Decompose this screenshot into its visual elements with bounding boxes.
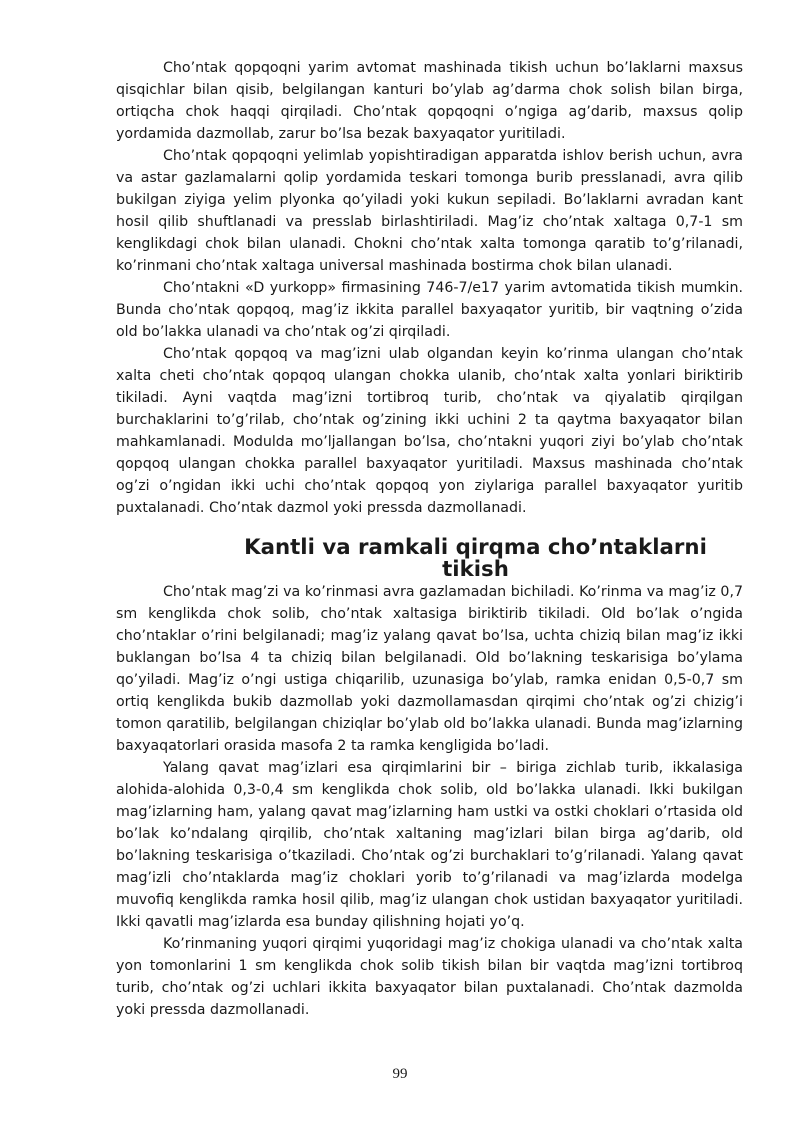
paragraph-3: Cho’ntakni «D yurkopp» firmasining 746-7/e17 yarim avtomatida tikish mumkin. Bunda cho’ntak qopqoq, mag’iz ikkita parallel baxyaqator yuritib, bir vaqtning o’zida old bo’lakka ulanadi va cho’ntak og’zi qirqiladi. — [116, 280, 743, 340]
paragraph-7: Ko’rinmaning yuqori qirqimi yuqoridagi mag’iz chokiga ulanadi va cho’ntak xalta yon tomonlarini 1 sm kenglikda chok solib tikish bilan bir vaqtda mag’izni tortibroq turib, cho’ntak og’zi uchlari ikkita baxyaqator bilan puxtalanadi. Cho’ntak dazmolda yoki pressda dazmollanadi. — [116, 936, 743, 1018]
paragraph-2: Cho’ntak qopqoqni yelimlab yopishtiradigan apparatda ishlov berish uchun, avra va astar gazlamalarni qolip yordamida teskari tomonga burib presslanadi, avra qilib bukilgan ziyiga yelim plyonka qo’yiladi yoki kukun sepiladi. Bo’laklarni avradan kant hosil qilib shuftlanadi va presslab birlashtiriladi. Mag’iz cho’ntak xaltaga 0,7-1 sm kenglikdagi chok bilan ulanadi. Chokni cho’ntak xalta tomonga qaratib to’g’rilanadi, ko’rinmani cho’ntak xaltaga universal mashinada bostirma chok bilan ulanadi. — [116, 148, 743, 274]
page-number: 99 — [392, 1066, 408, 1082]
paragraph-4: Cho’ntak qopqoq va mag’izni ulab olgandan keyin ko’rinma ulangan cho’ntak xalta cheti cho’ntak qopqoq ulangan chokka ulanib, cho’ntak xalta yonlari biriktirib tikiladi. Ayni vaqtda mag’izni tortibroq turib, cho’ntak va qiyalatib qirqilgan burchaklarini to’g’rilab, cho’ntak og’zining ikki uchini 2 ta qaytma baxyaqator bilan mahkamlanadi. Modulda mo’ljallangan bo’lsa, cho’ntakni yuqori ziyi bo’ylab cho’ntak qopqoq ulangan chokka parallel baxyaqator yuritiladi. Maxsus mashinada cho’ntak og’zi o’ngidan ikki uchi cho’ntak qopqoq yon ziylariga parallel baxyaqator yuritib puxtalanadi. Cho’ntak dazmol yoki pressda dazmollanadi. — [116, 346, 743, 516]
paragraph-5: Cho’ntak mag’zi va ko’rinmasi avra gazlamadan bichiladi. Ko’rinma va mag’iz 0,7 sm kenglikda chok solib, cho’ntak xaltasiga biriktirib tikiladi. Old bo’lak o’ngida cho’ntaklar o’rini belgilanadi; mag’iz yalang qavat bo’lsa, uchta chiziq bilan mag’iz ikki buklangan bo’lsa 4 ta chiziq bilan belgilanadi. Old bo’lakning teskarisiga bo’ylama qo’yiladi. Mag’iz o’ngi ustiga chiqarilib, uzunasiga bo’ylab, ramka enidan 0,5-0,7 sm ortiq kenglikda bukib dazmollab yoki dazmollamasdan qirqimi cho’ntak og’zi chizig’i tomon qaratilib, belgilangan chiziqlar bo’ylab old bo’lakka ulanadi. Bunda mag’izlarning baxyaqatorlari orasida masofa 2 ta ramka kengligida bo’ladi. — [116, 584, 743, 754]
document-body — [116, 57, 743, 1021]
section-heading: Kantli va ramkali qirqma cho’ntaklarni tikish — [244, 535, 707, 582]
paragraph-1: Cho’ntak qopqoqni yarim avtomat mashinada tikish uchun bo’laklarni maxsus qisqichlar bilan qisib, belgilangan kanturi bo’ylab ag’darma chok solish bilan birga, ortiqcha chok haqqi qirqiladi. Cho’ntak qopqoqni o’ngiga ag’darib, maxsus qolip yordamida dazmollab, zarur bo’lsa bezak baxyaqator yuritiladi. — [116, 60, 743, 142]
paragraph-6: Yalang qavat mag’izlari esa qirqimlarini bir – biriga zichlab turib, ikkalasiga alohida-alohida 0,3-0,4 sm kenglikda chok solib, old bo’lakka ulanadi. Ikki bukilgan mag’izlarning ham, yalang qavat mag’izlarning ham ustki va ostki choklari o’rtasida old bo’lak ko’ndalang qirqilib, cho’ntak xaltaning mag’izlari bilan birga ag’darib, old bo’lakning teskarisiga o’tkaziladi. Cho’ntak og’zi burchaklari to’g’rilanadi. Yalang qavat mag’izli cho’ntaklarda mag’iz choklari yorib to’g’rilanadi va mag’izlarda modelga muvofiq kenglikda ramka hosil qilib, mag’iz ulangan chok ustidan baxyaqator yuritiladi. Ikki qavatli mag’izlarda esa bunday qilishning hojati yo’q. — [116, 760, 743, 930]
